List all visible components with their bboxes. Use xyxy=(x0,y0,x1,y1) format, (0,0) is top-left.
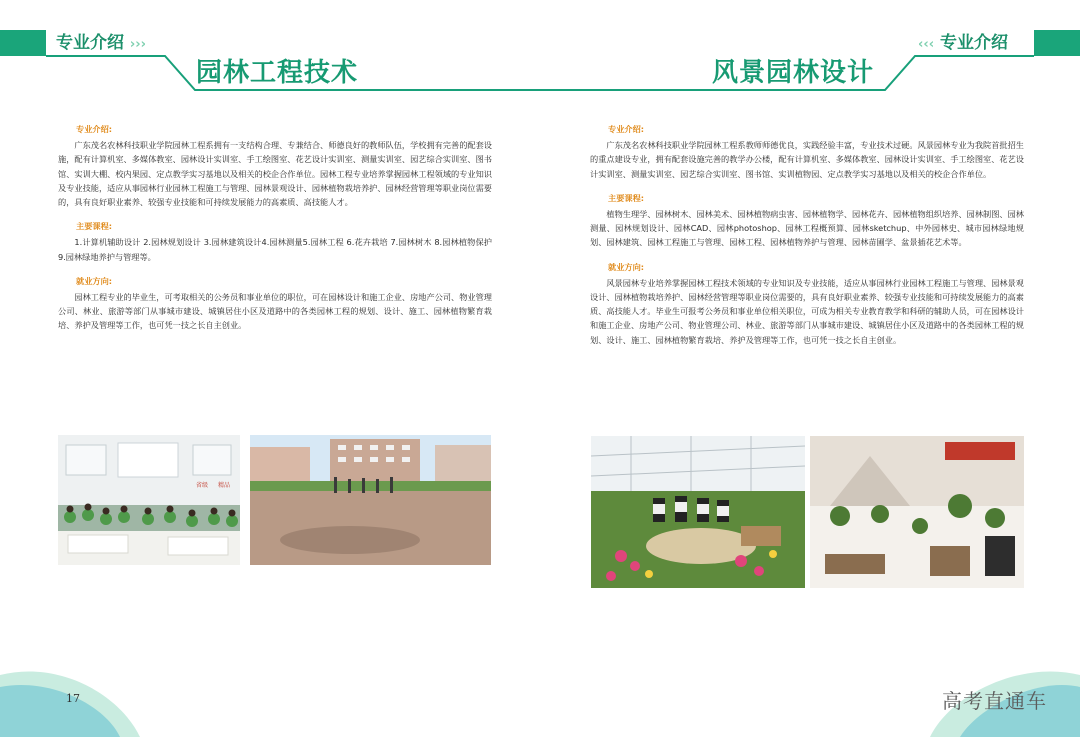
page-title: 风景园林设计 xyxy=(712,58,875,88)
greenhouse-photo xyxy=(591,436,805,588)
section-text: 广东茂名农林科技职业学院园林工程系教师师德优良，实践经验丰富，专业技术过硬。风景园林专业为我院首批招生的重点建设专业，拥有配套设施完善的教学办公楼，配有计算机室、多媒体教室、园林设计实训室、手工绘图室、花艺设计实训室、测量实训室、园艺综合实训室、图书馆、实训植物园、定点教学实习基地以及相关的校企合作单位。 xyxy=(590,140,1024,179)
bonsai-exhibition-photo xyxy=(810,436,1024,588)
bonsai-illustration xyxy=(810,436,1024,588)
section-text: 植物生理学、园林树木、园林美术、园林植物病虫害、园林植物学、园林花卉、园林植物组织培养、园林制图、园林测量、园林规划设计、园林CAD、园林photoshop、园林工程概预算、园林sketchup、中外园林史、城市园林绿地规划、园林建筑、园林工程施工与管理、园林工程、园林植物养护与管理、园林苗圃学、盆景插花艺术等。 xyxy=(590,209,1024,248)
classroom-photo xyxy=(58,435,240,565)
double-chevron-right-icon: ››› xyxy=(129,37,146,52)
watermark: 高考直通车 xyxy=(942,689,1047,713)
double-chevron-left-icon: ‹‹‹ xyxy=(918,37,935,52)
greenhouse-illustration xyxy=(591,436,805,588)
tab-label: 专业介绍 xyxy=(940,33,1008,53)
left-content xyxy=(58,122,492,333)
page-number: 17 xyxy=(66,692,80,705)
section-heading: 专业介绍: xyxy=(76,124,113,134)
section-text: 园林工程专业的毕业生，可考取相关的公务员和事业单位的职位，可在园林设计和施工企业、房地产公司、物业管理公司、林业、旅游等部门从事城市建设、城镇居住小区及道路中的各类园林工程的规划、设计、施工、园林植物繁育栽培、养护及管理等工作，也可凭一技之长自主创业。 xyxy=(58,292,492,331)
section-heading: 主要课程: xyxy=(76,221,113,232)
right-page xyxy=(540,0,1080,737)
section-heading: 就业方向: xyxy=(608,261,645,272)
section-text: 1.计算机辅助设计 2.园林规划设计 3.园林建筑设计4.园林测量5.园林工程 6.花卉栽培 7.园林树木 8.园林植物保护 9.园林绿地养护与管理等。 xyxy=(58,237,492,262)
tab-label: 专业介绍 xyxy=(56,33,124,53)
classroom-illustration xyxy=(58,435,240,565)
section-text: 广东茂名农林科技职业学院园林工程系拥有一支结构合理、专兼结合、师德良好的教师队伍，学校拥有完善的配套设施，配有计算机室、多媒体教室、园林设计实训室、手工绘图室、花艺设计实训室、测量实训室、园艺综合实训室、图书馆、实训大棚、校内果园、定点教学实习基地以及相关的校企合作单位。园林工程专业培养掌握园林工程领域的专业知识及专业技能，适应从事园林行业园林工程施工与管理、园林景观设计、园林植物栽培养护、园林经营管理等职业岗位需要的，具有良好职业素养、较强专业技能和可持续发展能力的高素质、高技能人才。 xyxy=(58,140,492,208)
right-content xyxy=(590,122,1024,347)
wall-sign: 精品 xyxy=(218,482,231,489)
section-heading: 专业介绍: xyxy=(608,124,645,134)
section-heading: 就业方向: xyxy=(76,275,113,286)
campus-photo xyxy=(250,435,491,565)
wall-sign: 省级 xyxy=(196,482,209,489)
campus-illustration xyxy=(250,435,491,565)
page-title: 园林工程技术 xyxy=(196,58,359,88)
section-text: 风景园林专业培养掌握园林工程技术领域的专业知识及专业技能，适应从事园林行业园林工程施工与管理、园林景观设计、园林植物栽培养护、园林经营管理等职业岗位需要的，具有良好职业素养、较强专业技能和可持续发展能力的高素质、高技能人才。毕业生可报考公务员和事业单位相关职位，可成为相关专业教育教学和科研的辅助人员，可在园林设计和施工企业、房地产公司、物业管理公司、林业、旅游等部门从事城市建设、城镇居住小区及道路中的各类园林工程的规划、设计、施工、园林植物繁育栽培、养护及管理等工作，也可凭一技之长自主创业。 xyxy=(590,277,1024,345)
section-heading: 主要课程: xyxy=(608,192,645,203)
